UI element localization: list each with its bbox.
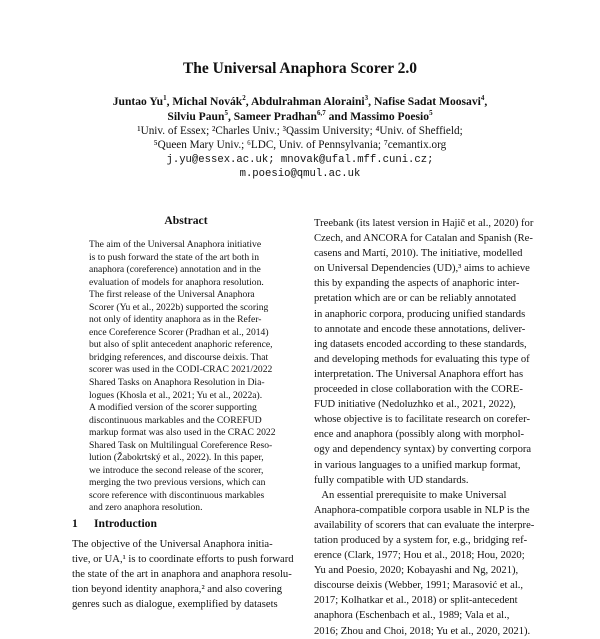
abstract-line: bridging references, and discourse deixis. That xyxy=(89,351,269,363)
abstract-line: Shared Task on Multilingual Coreference Reso- xyxy=(89,439,273,451)
introduction-body xyxy=(72,537,294,611)
right-column-line: Czech, and ANCORA for Catalan and Spanish (Re- xyxy=(314,233,533,245)
right-column-line: Yu and Poesio, 2020; Kobayashi and Ng, 2021), xyxy=(314,565,519,577)
author-affiliation-mark: 5 xyxy=(429,109,433,117)
abstract-line: score reference with discontinuous markables xyxy=(89,489,265,501)
author-name: Nafise Sadat Moosavi xyxy=(373,95,481,108)
right-column-line: fully compatible with UD standards. xyxy=(314,474,469,486)
abstract-line: not only of identity anaphora as in the Refer- xyxy=(89,314,262,326)
section-heading-introduction xyxy=(72,517,157,530)
abstract-line: is to push forward the state of the art both in xyxy=(89,251,259,263)
abstract-line: logues (Khosla et al., 2021; Yu et al., 2022a). xyxy=(89,389,263,401)
author-affiliation-mark: 1 xyxy=(163,94,167,102)
author-affiliation-mark: 3 xyxy=(364,94,369,102)
author-separator: , xyxy=(368,95,374,108)
abstract-line: evaluation of models for anaphora resolution. xyxy=(89,276,264,288)
author-separator: , xyxy=(166,95,173,108)
right-column-line: this by expanding the aspects of anaphoric inter- xyxy=(314,278,520,290)
right-column-line: pretation which are or can be reliably annotated xyxy=(314,293,517,305)
author-affiliation-mark: 5 xyxy=(224,109,228,117)
introduction-line: tion beyond identity anaphora,² and also covering xyxy=(72,584,282,596)
abstract-line: lution (Žabokrtský et al., 2022). In this paper, xyxy=(89,452,264,464)
author-name: Michal Novák xyxy=(172,95,243,108)
abstract-line: Scorer (Yu et al., 2022b) supported the scoring xyxy=(89,301,269,313)
abstract-line: merging the two previous versions, which can xyxy=(89,477,266,489)
right-column-line: 2017; Kolhatkar et al., 2018) or split-antecedent xyxy=(314,595,518,607)
right-column-line: erence (Clark, 1977; Hou et al., 2018; Hou, 2020; xyxy=(314,550,525,562)
author-name: Juntao Yu xyxy=(112,95,164,108)
right-column-line: in various languages to a unified markup format, xyxy=(314,459,521,471)
right-column-line: ence and anaphora (possibly along with morphol- xyxy=(314,429,525,441)
author-affiliation-mark: 4 xyxy=(480,94,485,102)
author-affiliation-mark: 2 xyxy=(242,94,246,102)
right-column-line: FUD initiative (Nedoluzhko et al., 2021, 2022), xyxy=(314,399,516,411)
section-number: 1 xyxy=(72,517,78,530)
abstract-line: but also of split antecedent anaphoric reference, xyxy=(89,339,273,351)
abstract-line: ence Coreference Scorer (Pradhan et al., 2014) xyxy=(89,326,269,338)
author-name: Abdulrahman Aloraini xyxy=(250,95,365,108)
introduction-line: the state of the art in anaphora and anaphora resolu- xyxy=(72,569,292,581)
right-column-line: to annotate and encode these annotations, deliver- xyxy=(314,323,526,335)
abstract-line: Shared Tasks on Anaphora Resolution in Dia- xyxy=(89,377,265,389)
author-name: Silviu Paun xyxy=(167,110,225,123)
right-column-line: casens and Martí, 2010). The initiative, modelled xyxy=(314,248,523,260)
emails-line-2: m.poesio@qmul.ac.uk xyxy=(239,168,361,180)
authors-line-1 xyxy=(0,95,600,108)
abstract-line: scorer was used in the CODI-CRAC 2021/2022 xyxy=(89,364,273,376)
author-affiliation-mark: 6,7 xyxy=(316,109,326,117)
abstract-line: anaphora (coreference) annotation and in the xyxy=(89,264,261,276)
right-column-body xyxy=(314,216,535,637)
abstract-line: The aim of the Universal Anaphora initiative xyxy=(89,239,262,250)
paper-title: The Universal Anaphora Scorer 2.0 xyxy=(182,60,418,77)
authors-line-2 xyxy=(0,110,600,123)
abstract-line: A modified version of the scorer supporting xyxy=(89,402,257,414)
author-name: Sameer Pradhan xyxy=(233,110,317,123)
author-separator: , xyxy=(245,95,251,108)
right-column-line: Anaphora-compatible corpora usable in NLP is the xyxy=(314,504,530,516)
right-column-line: ogy and dependency syntax) by converting corpora xyxy=(314,444,532,456)
abstract-line: and zero anaphora resolution. xyxy=(89,502,203,514)
right-column-line: and developing methods for evaluating this type of xyxy=(314,353,530,365)
abstract-heading: Abstract xyxy=(164,214,208,227)
author-separator: , xyxy=(484,95,488,108)
right-column-line: whose objective is to facilitate research on corefer- xyxy=(314,414,530,426)
right-column-line: proceeded in close collaboration with the CORE- xyxy=(314,384,523,396)
right-column-line: tation produced by a system for, e.g., bridging ref- xyxy=(314,534,528,546)
right-column-line: 2016; Zhou and Choi, 2018; Yu et al., 2020, 2021). xyxy=(314,625,531,637)
right-column-line: Treebank (its latest version in Hajič et al., 2020) for xyxy=(314,218,534,229)
emails-line-1: j.yu@essex.ac.uk; mnovak@ufal.mff.cuni.cz; xyxy=(166,154,434,166)
section-title: Introduction xyxy=(94,517,157,530)
introduction-line: The objective of the Universal Anaphora initia- xyxy=(72,539,273,550)
right-column-line: anaphora (Eschenbach et al., 1989; Vala et al., xyxy=(314,610,510,622)
author-separator: , xyxy=(227,110,234,123)
introduction-line: tive, or UA,¹ is to coordinate efforts to push forward xyxy=(72,554,294,566)
right-column-line: discourse deixis (Webber, 1991; Marasović et al., xyxy=(314,580,524,592)
affiliations-line-2: ⁵Queen Mary Univ.; ⁶LDC, Univ. of Pennsylvania; ⁷cemantix.org xyxy=(153,139,447,151)
abstract-line: markup format was also used in the CRAC 2022 xyxy=(89,427,276,439)
abstract-body xyxy=(89,239,276,515)
author-separator: and xyxy=(325,110,351,123)
abstract-line: discontinuous markables and the COREFUD xyxy=(89,414,262,426)
right-column-line: interpretation. The Universal Anaphora effort has xyxy=(314,368,524,380)
introduction-line: genres such as dialogue, exemplified by datasets xyxy=(72,599,278,611)
affiliations-line-1: ¹Univ. of Essex; ²Charles Univ.; ³Qassim University; ⁴Univ. of Sheffield; xyxy=(137,125,463,137)
abstract-line: we introduce the second release of the scorer, xyxy=(89,464,264,476)
right-column-line: on Universal Dependencies (UD),³ aims to achieve xyxy=(314,263,530,275)
right-column-line: in anaphoric corpora, producing unified standards xyxy=(314,308,526,320)
right-column-line: An essential prerequisite to make Universal xyxy=(314,489,507,501)
right-column-line: ing datasets encoded according to these standards, xyxy=(314,338,527,350)
author-name: Massimo Poesio xyxy=(350,110,430,123)
abstract-line: The first release of the Universal Anaphora xyxy=(89,289,255,301)
right-column-line: availability of scorers that can evaluate the interpre- xyxy=(314,519,535,531)
